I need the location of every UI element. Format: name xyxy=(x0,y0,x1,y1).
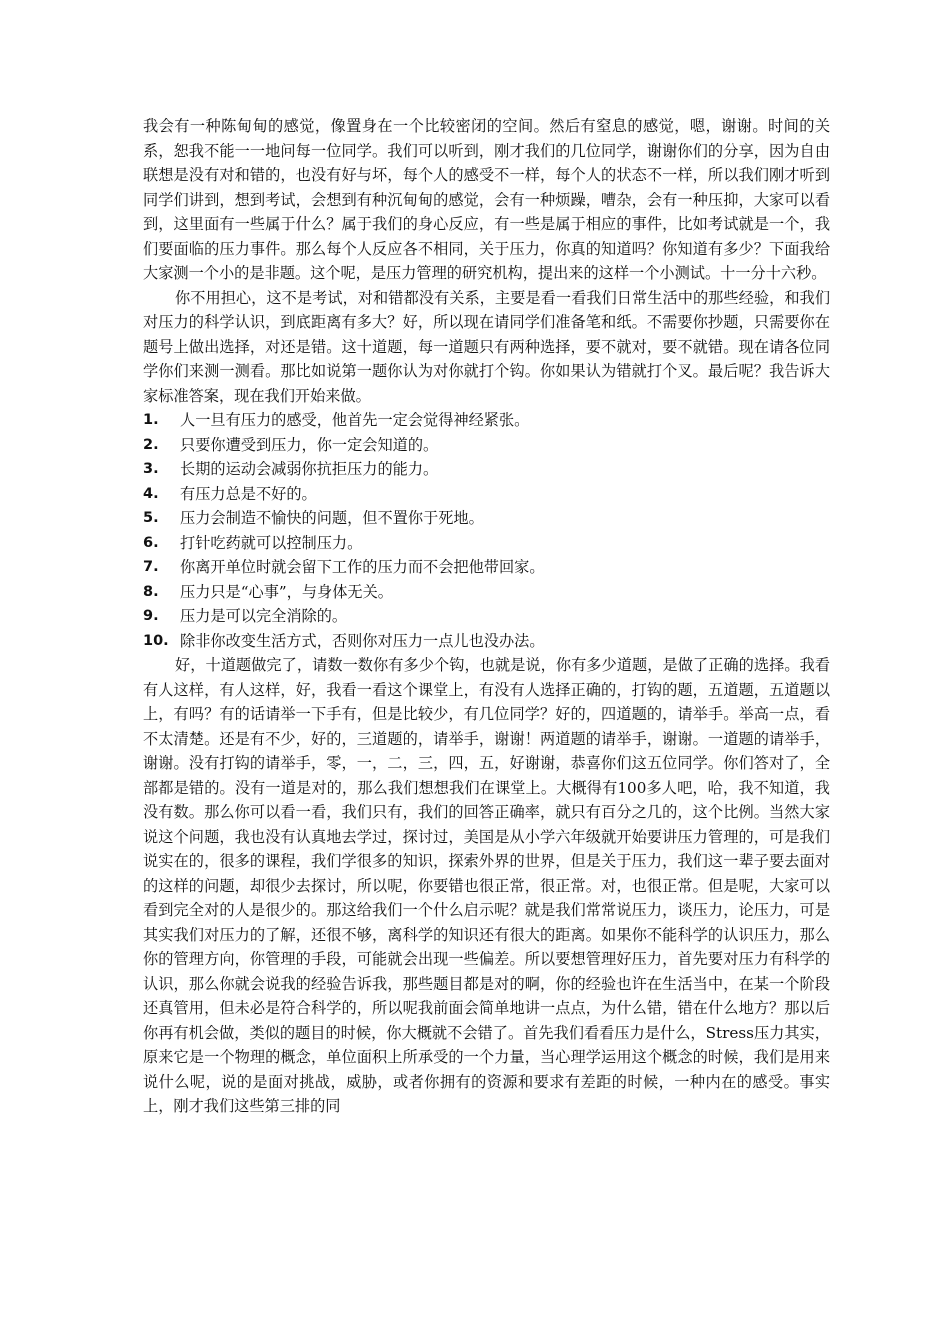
question-text: 人一旦有压力的感受，他首先一定会觉得神经紧张。 xyxy=(180,411,530,429)
paragraph-intro: 我会有一种陈甸甸的感觉，像置身在一个比较密闭的空间。然后有窒息的感觉，嗯，谢谢。时间的关系，恕我不能一一地问每一位同学。我们可以听到，刚才我们的几位同学，谢谢你们的分享，因为自由联想是没有对和错的，也没有好与坏，每个人的感受不一样，每个人的状态不一样，所以我们刚才听到同学们讲到，想到考试，会想到有种沉甸甸的感觉，会有一种烦躁，嘈杂，会有一种压抑，大家可以看到，这里面有一些属于什么？属于我们的身心反应，有一些是属于相应的事件，比如考试就是一个，我们要面临的压力事件。那么每个人反应各不相同，关于压力，你真的知道吗？你知道有多少？下面我给大家测一个小的是非题。这个呢，是压力管理的研究机构，提出来的这样一个小测试。十一分十六秒。 xyxy=(143,117,830,282)
question-text: 压力只是“心事”，与身体无关。 xyxy=(180,582,393,601)
paragraph-discussion: 好，十道题做完了，请数一数你有多少个钩，也就是说，你有多少道题，是做了正确的选择。我看有人这样，有人这样，好，我看一看这个课堂上，有没有人选择正确的，打钩的题，五道题，五道题以上，有吗？有的话请举一下手有，但是比较少，有几位同学？好的，四道题的，请举手。举高一点，看不太清楚。还是有不少，好的，三道题的，请举手，谢谢！两道题的请举手，谢谢。一道题的请举手，谢谢。没有打钩的请举手，零，一，二，三，四，五，好谢谢，恭喜你们这五位同学。你们答对了，全部都是错的。没有一道是对的，那么我们想想我们在课堂上。大概得有100多人吧，哈，我不知道，我没有数。那么你可以看一看，我们只有，我们的回答正确率，就只有百分之几的，这个比例。当然大家说这个问题，我也没有认真地去学过，探讨过，美国是从小学六年级就开始要讲压力管理的，可是我们说实在的，很多的课程，我们学很多的知识，探索外界的世界，但是关于压力，我们这一辈子要去面对的这样的问题，却很少去探讨，所以呢，你要错也很正常，很正常。对，也很正常。但是呢，大家可以看到完全对的人是很少的。那这给我们一个什么启示呢？就是我们常常说压力，谈压力，论压力，可是其实我们对压力的了解，还很不够，离科学的知识还有很大的距离。如果你不能科学的认识压力，那么你的管理方向，你管理的手段，可能就会出现一些偏差。所以要想管理好压力，首先要对压力有科学的认识，那么你就会说我的经验告诉我，那些题目都是对的啊，你的经验也许在生活当中，在某一个阶段还真管用，但未必是符合科学的，所以呢我前面会简单地讲一点点，为什么错，错在什么地方？那以后你再有机会做，类似的题目的时候，你大概就不会错了。首先我们看看压力是什么，Stress压力其实，原来它是一个物理的概念，单位面积上所承受的一个力量，当心理学运用这个概念的时候，我们是用来说什么呢，说的是面对挑战，威胁，或者你拥有的资源和要求有差距的时候，一种内在的感受。事实上，刚才我们这些第三排的同 xyxy=(143,656,830,1115)
question-item xyxy=(143,531,830,556)
question-number: 3. xyxy=(143,461,159,477)
question-text: 压力是可以完全消除的。 xyxy=(180,607,348,625)
question-text: 压力会制造不愉快的问题，但不置你于死地。 xyxy=(180,509,484,527)
document-page xyxy=(143,114,830,1119)
question-item xyxy=(143,433,830,458)
question-text: 打针吃药就可以控制压力。 xyxy=(180,533,363,552)
question-item xyxy=(143,408,830,433)
question-item xyxy=(143,629,830,654)
question-number: 1. xyxy=(143,412,159,428)
question-item xyxy=(143,482,830,507)
question-item xyxy=(143,580,830,605)
question-text: 有压力总是不好的。 xyxy=(180,484,317,503)
question-number: 6. xyxy=(143,534,159,551)
question-list xyxy=(143,408,830,653)
paragraph-instructions: 你不用担心，这不是考试，对和错都没有关系，主要是看一看我们日常生活中的那些经验，和我们对压力的科学认识，到底距离有多大？好，所以现在请同学们准备笔和纸。不需要你抄题，只需要你在题号上做出选择，对还是错。这十道题，每一道题只有两种选择，要不就对，要不就错。现在请各位同学你们来测一测看。那比如说第一题你认为对你就打个钩。你如果认为错就打个叉。最后呢？我告诉大家标准答案，现在我们开始来做。 xyxy=(143,288,830,405)
question-item xyxy=(143,506,830,531)
question-number: 9. xyxy=(143,608,159,624)
question-item xyxy=(143,604,830,629)
question-number: 7. xyxy=(143,559,159,575)
question-number: 4. xyxy=(143,485,159,502)
question-number: 5. xyxy=(143,510,159,526)
question-text: 长期的运动会减弱你抗拒压力的能力。 xyxy=(180,460,439,478)
question-item xyxy=(143,457,830,482)
question-number: 2. xyxy=(143,436,159,453)
question-text: 除非你改变生活方式，否则你对压力一点儿也没办法。 xyxy=(180,631,545,650)
question-number: 10. xyxy=(143,632,169,649)
question-text: 你离开单位时就会留下工作的压力而不会把他带回家。 xyxy=(180,558,545,576)
question-number: 8. xyxy=(143,583,159,600)
question-item xyxy=(143,555,830,580)
question-text: 只要你遭受到压力，你一定会知道的。 xyxy=(180,435,439,454)
